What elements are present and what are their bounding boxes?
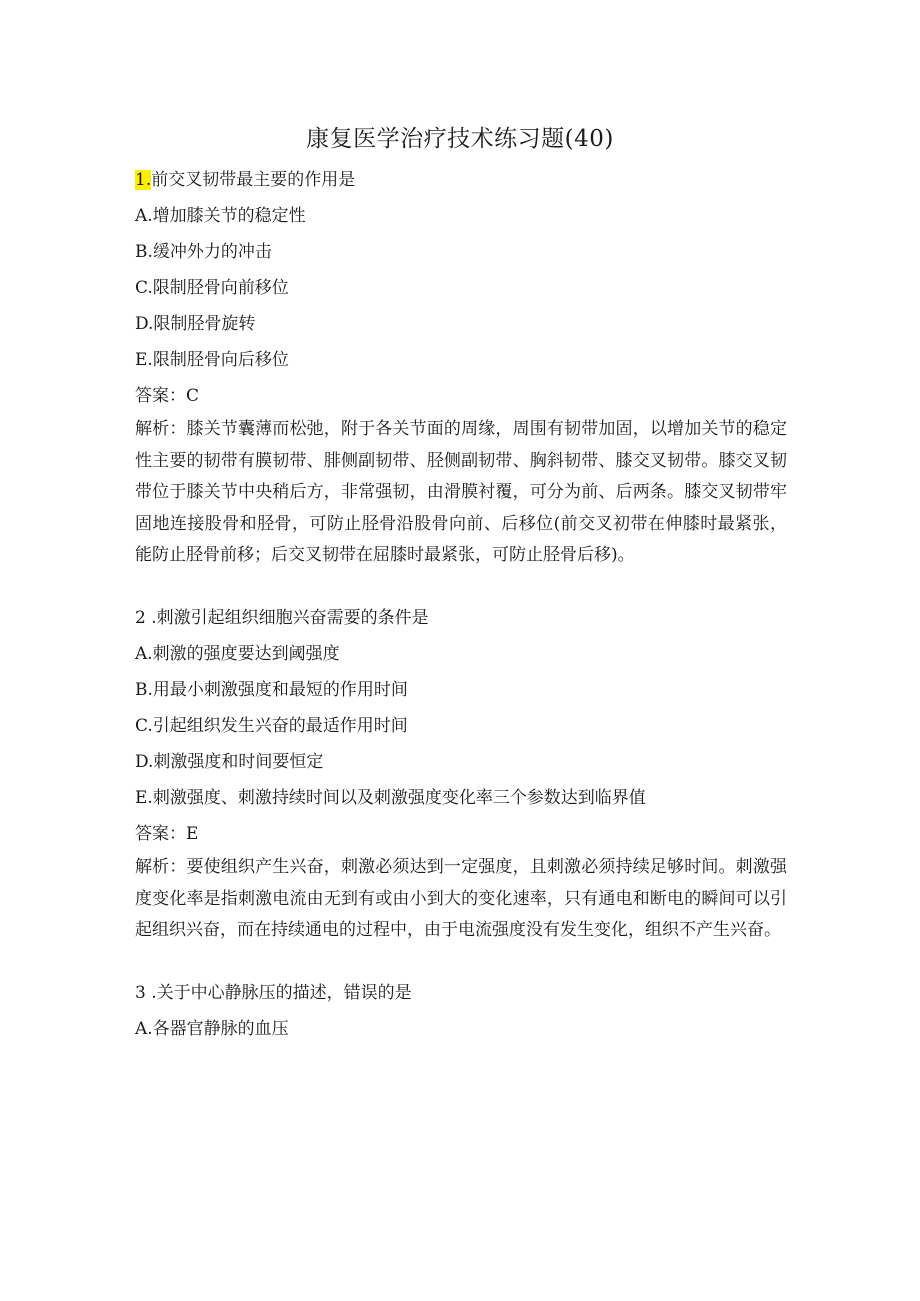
option-e: E.刺激强度、刺激持续时间以及刺激强度变化率三个参数达到临界值 [135, 787, 646, 808]
question-list [135, 162, 787, 1047]
question-text: 前交叉韧带最主要的作用是 [151, 170, 356, 190]
question-stem [135, 600, 787, 636]
question-number: 2 . [135, 607, 157, 628]
option-c: C.限制胫骨向前移位 [135, 278, 289, 298]
answer: 答案：E [135, 823, 199, 844]
question-number: 3 . [135, 982, 157, 1003]
option-d: D.刺激强度和时间要恒定 [135, 751, 324, 772]
question-2 [135, 600, 787, 947]
option-e: E.限制胫骨向后移位 [135, 350, 289, 370]
answer: 答案：C [135, 386, 200, 406]
option-a: A.刺激的强度要达到阈强度 [135, 643, 340, 664]
spacer [135, 572, 787, 600]
page-title: 康复医学治疗技术练习题(40) [306, 126, 614, 152]
option-b: B.用最小刺激强度和最短的作用时间 [135, 679, 408, 700]
explanation: 解析：要使组织产生兴奋，刺激必须达到一定强度，且刺激必须持续足够时间。刺激强度变化率是指刺激电流由无到有或由小到大的变化速率，只有通电和断电的瞬间可以引起组织兴奋，而在持续通电的过程中，由于电流强度没有发生变化，组织不产生兴奋。 [135, 856, 787, 941]
option-b: B.缓冲外力的冲击 [135, 242, 272, 262]
question-1 [135, 162, 787, 572]
question-stem [135, 162, 787, 198]
spacer [135, 947, 787, 975]
option-a: A.增加膝关节的稳定性 [135, 206, 306, 226]
question-number-highlight: 1. [135, 170, 152, 190]
explanation: 解析：膝关节囊薄而松弛，附于各关节面的周缘，周围有韧带加固，以增加关节的稳定性主要的韧带有膜韧带、腓侧副韧带、胫侧副韧带、胸斜韧带、膝交叉韧带。膝交叉韧带位于膝关节中央稍后方，非常强韧，由滑膜衬覆，可分为前、后两条。膝交叉韧带牢固地连接股骨和胫骨，可防止胫骨沿股骨向前、后移位(前交叉初带在伸膝时最紧张，能防止胫骨前移；后交叉韧带在屈膝时最紧张，可防止胫骨后移)。 [135, 419, 787, 566]
question-3 [135, 975, 787, 1047]
option-a: A.各器官静脉的血压 [135, 1018, 289, 1039]
option-c: C.引起组织发生兴奋的最适作用时间 [135, 715, 408, 736]
option-d: D.限制胫骨旋转 [135, 314, 256, 334]
question-text: 关于中心静脉压的描述，错误的是 [156, 982, 412, 1003]
question-text: 刺激引起组织细胞兴奋需要的条件是 [156, 607, 429, 628]
question-stem [135, 975, 787, 1011]
